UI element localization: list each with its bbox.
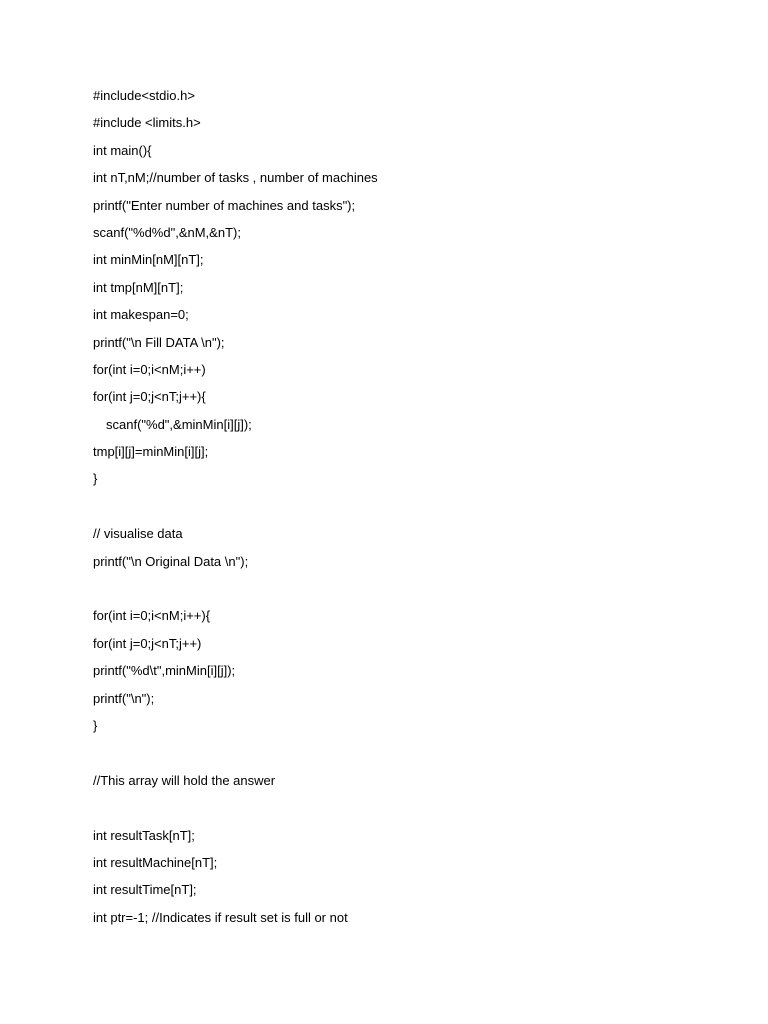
code-line: printf("\n Fill DATA \n"); (93, 334, 225, 350)
code-line: } (93, 471, 98, 487)
code-line: for(int j=0;j<nT;j++) (93, 635, 202, 651)
code-line: int nT,nM;//number of tasks , number of machines (93, 170, 378, 186)
code-line: int main(){ (93, 142, 152, 158)
code-line: //This array will hold the answer (93, 772, 276, 788)
code-line: int makespan=0; (93, 307, 189, 323)
code-line: printf("%d\t",minMin[i][j]); (93, 663, 236, 679)
blank-line (93, 580, 733, 607)
code-line: scanf("%d",&minMin[i][j]); (106, 416, 252, 432)
code-line: #include <limits.h> (93, 115, 201, 131)
code-line: } (93, 717, 98, 733)
code-line: tmp[i][j]=minMin[i][j]; (93, 444, 209, 460)
code-line: printf("\n"); (93, 690, 155, 706)
code-line: for(int i=0;i<nM;i++) (93, 361, 206, 377)
code-line: for(int j=0;j<nT;j++){ (93, 389, 206, 405)
code-line: printf("\n Original Data \n"); (93, 553, 249, 569)
blank-line (93, 799, 733, 826)
code-line: int tmp[nM][nT]; (93, 279, 184, 295)
code-line: int minMin[nM][nT]; (93, 252, 204, 268)
code-line: int ptr=-1; //Indicates if result set is full or not (93, 909, 348, 925)
code-line: #include<stdio.h> (93, 88, 195, 103)
code-line: printf("Enter number of machines and tasks"); (93, 197, 356, 213)
blank-line (93, 498, 733, 525)
code-line: int resultTask[nT]; (93, 827, 195, 843)
code-line: int resultTime[nT]; (93, 882, 197, 898)
code-line: int resultMachine[nT]; (93, 854, 218, 870)
code-line: // visualise data (93, 526, 183, 542)
code-line: for(int i=0;i<nM;i++){ (93, 608, 211, 624)
blank-line (93, 744, 733, 771)
code-line: scanf("%d%d",&nM,&nT); (93, 224, 241, 240)
code-text-body (93, 87, 733, 936)
